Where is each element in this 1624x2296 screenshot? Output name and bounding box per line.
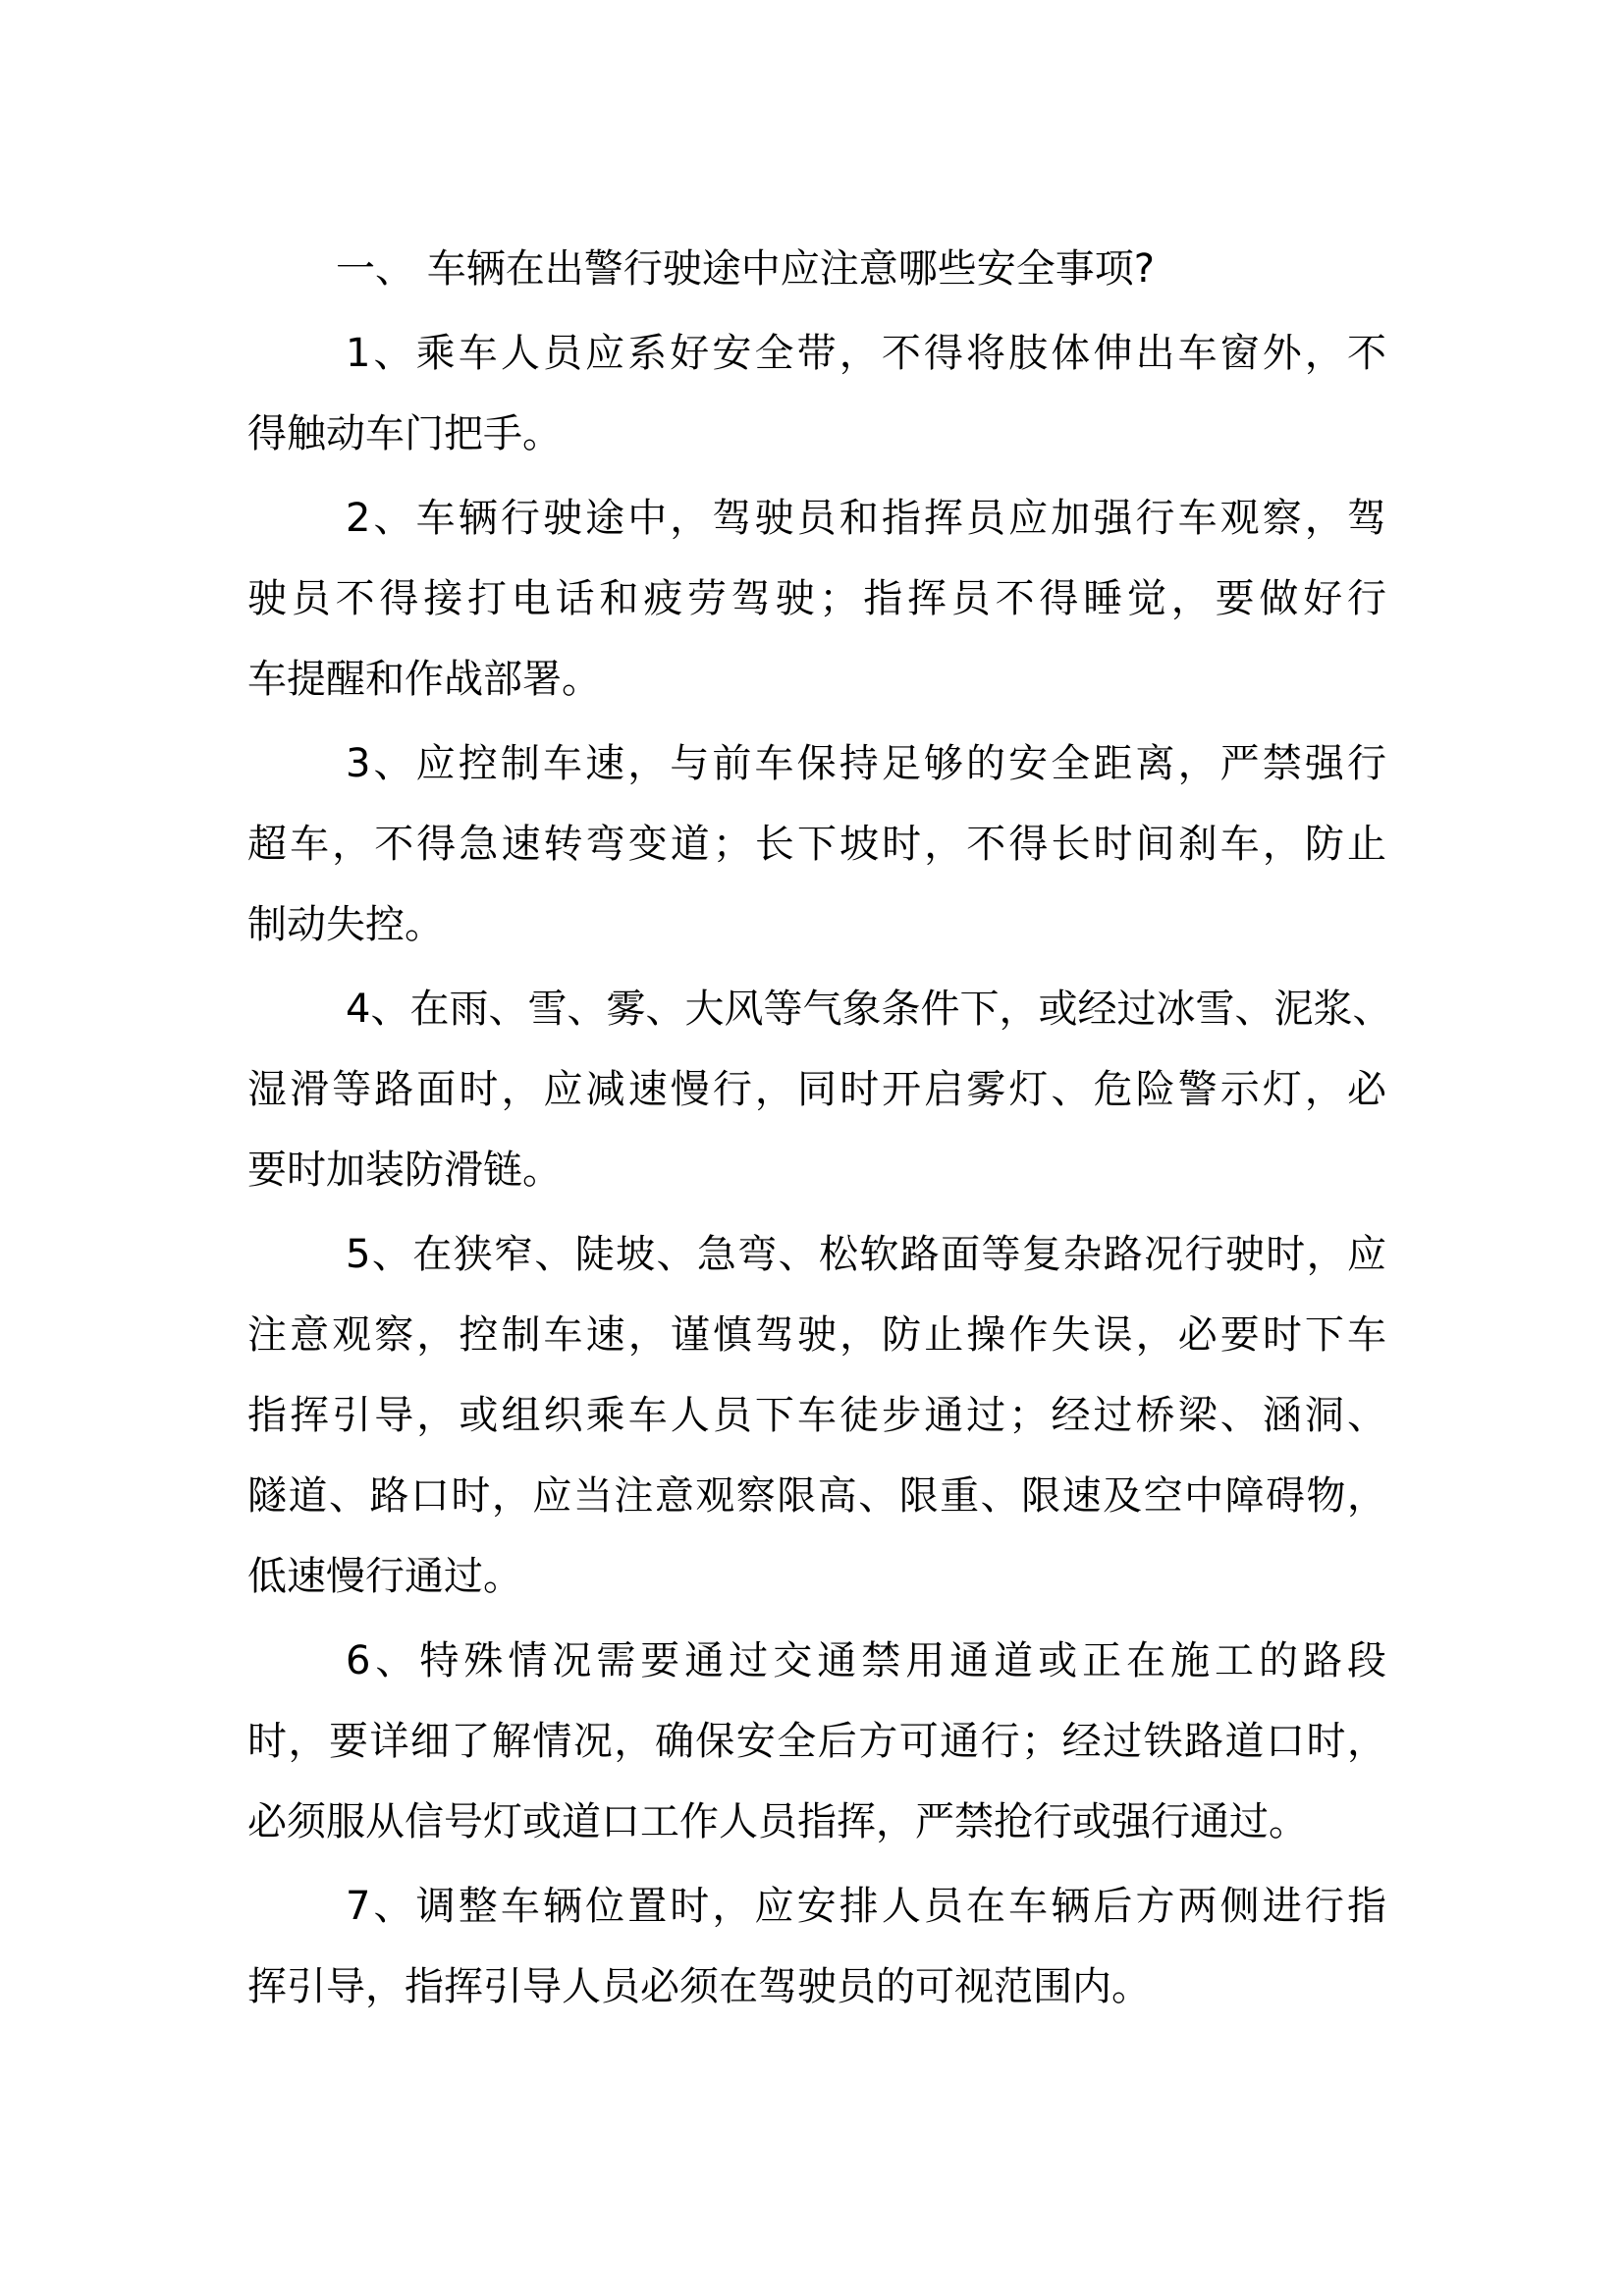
- paragraph-line: 指挥引导，或组织乘车人员下车徒步通过；经过桥梁、涵洞、: [247, 1393, 1386, 1438]
- paragraph-line: 4、在雨、雪、雾、大风等气象条件下，或经过冰雪、泥浆、: [346, 987, 1392, 1032]
- document-body: [247, 229, 1392, 2027]
- paragraph-line: 2、车辆行驶途中，驾驶员和指挥员应加强行车观察，驾: [346, 496, 1386, 541]
- paragraph-6: [247, 1621, 1386, 1862]
- paragraph-7: [247, 1866, 1386, 2027]
- paragraph-line: 必须服从信号灯或道口工作人员指挥，严禁抢行或强行通过。: [247, 1799, 1308, 1844]
- paragraph-list: [247, 313, 1392, 2027]
- paragraph-line: 挥引导，指挥引导人员必须在驾驶员的可视范围内。: [247, 1964, 1151, 2009]
- paragraph-5: [247, 1214, 1386, 1617]
- paragraph-line: 时，要详细了解情况，确保安全后方可通行；经过铁路道口时，: [247, 1719, 1386, 1764]
- paragraph-line: 7、调整车辆位置时，应安排人员在车辆后方两侧进行指: [346, 1884, 1386, 1929]
- paragraph-line: 5、在狭窄、陡坡、急弯、松软路面等复杂路况行驶时，应: [346, 1232, 1386, 1277]
- paragraph-4: [247, 969, 1392, 1210]
- paragraph-2: [247, 478, 1386, 720]
- paragraph-line: 隧道、路口时，应当注意观察限高、限重、限速及空中障碍物，: [247, 1473, 1386, 1519]
- paragraph-line: 得触动车门把手。: [247, 411, 562, 456]
- paragraph-line: 车提醒和作战部署。: [247, 657, 601, 702]
- paragraph-3: [247, 723, 1386, 965]
- paragraph-line: 1、乘车人员应系好安全带，不得将肢体伸出车窗外，不: [346, 331, 1386, 376]
- paragraph-1: [247, 313, 1386, 474]
- paragraph-line: 制动失控。: [247, 902, 444, 947]
- paragraph-line: 6、特殊情况需要通过交通禁用通道或正在施工的路段: [346, 1638, 1386, 1683]
- section-heading: 一、 车辆在出警行驶途中应注意哪些安全事项?: [336, 246, 1155, 292]
- paragraph-line: 低速慢行通过。: [247, 1554, 522, 1599]
- paragraph-line: 驶员不得接打电话和疲劳驾驶；指挥员不得睡觉，要做好行: [247, 576, 1386, 621]
- paragraph-line: 超车，不得急速转弯变道；长下坡时，不得长时间刹车，防止: [247, 822, 1386, 867]
- paragraph-line: 3、应控制车速，与前车保持足够的安全距离，严禁强行: [346, 741, 1386, 786]
- paragraph-line: 注意观察，控制车速，谨慎驾驶，防止操作失误，必要时下车: [247, 1312, 1386, 1358]
- paragraph-line: 要时加装防滑链。: [247, 1148, 562, 1193]
- paragraph-line: 湿滑等路面时，应减速慢行，同时开启雾灯、危险警示灯，必: [247, 1067, 1386, 1112]
